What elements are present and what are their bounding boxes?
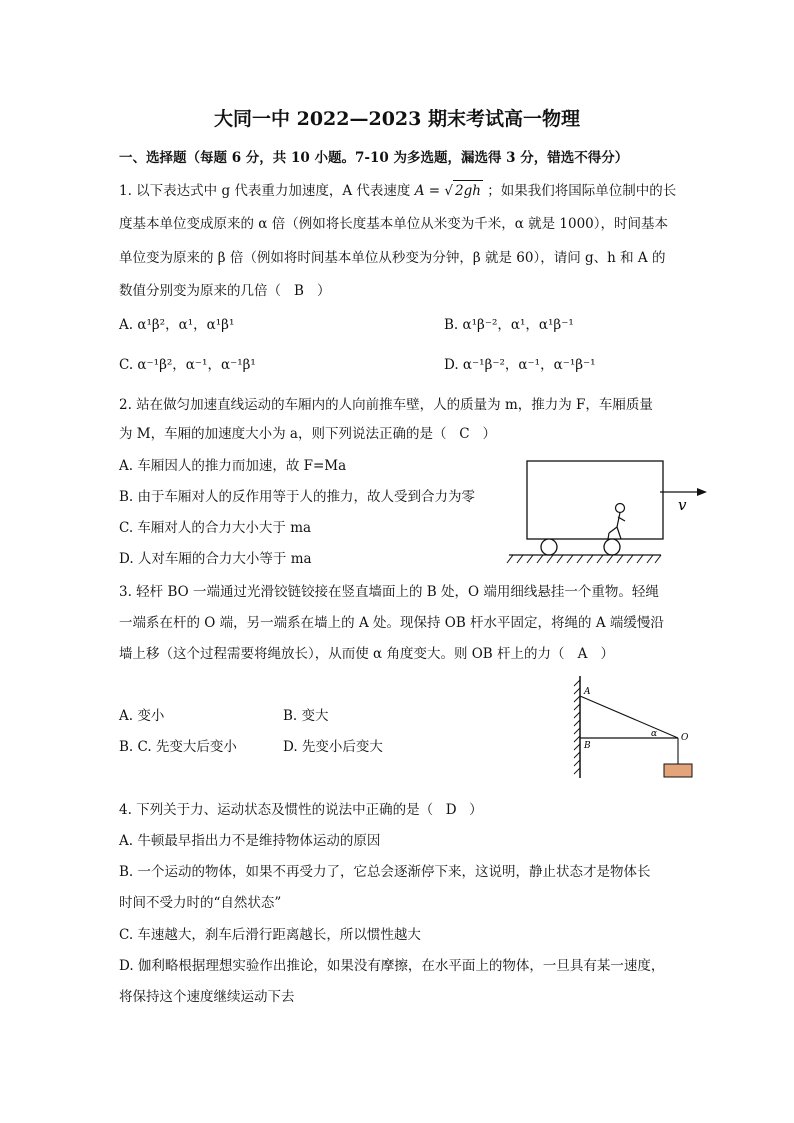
q3-option-c[interactable]: B. C. 先变大后变小 bbox=[119, 739, 237, 755]
page-title: 大同一中 2022—2023 期末考试高一物理 bbox=[214, 108, 580, 130]
q1-answer: B bbox=[294, 283, 304, 299]
q1-line-4: 数值分别变为原来的几倍（ B ） bbox=[119, 283, 331, 299]
label-b: B bbox=[584, 741, 591, 751]
q2-line-2: 为 M，车厢的加速度大小为 a，则下列说法正确的是（ C ） bbox=[119, 426, 496, 442]
q1-option-b[interactable]: B. α¹β⁻²，α¹，α¹β⁻¹ bbox=[444, 317, 574, 333]
q1-option-d[interactable]: D. α⁻¹β⁻²，α⁻¹，α⁻¹β⁻¹ bbox=[444, 357, 596, 373]
q4-option-c[interactable]: C. 车速越大，刹车后滑行距离越长，所以惯性越大 bbox=[119, 927, 421, 943]
cart-wheel-right bbox=[604, 539, 620, 555]
q3-line-3: 墙上移（这个过程需要将绳放长），从而使 α 角度变大。则 OB 杆上的力（ A ） bbox=[119, 646, 615, 662]
label-alpha: α bbox=[651, 729, 658, 739]
q1-option-c[interactable]: C. α⁻¹β²，α⁻¹，α⁻¹β¹ bbox=[119, 357, 256, 373]
rope-ao bbox=[580, 696, 678, 738]
q4-option-a[interactable]: A. 牛顿最早指出力不是维持物体运动的原因 bbox=[119, 833, 381, 849]
q2-option-d[interactable]: D. 人对车厢的合力大小等于 ma bbox=[119, 551, 312, 567]
q4-option-d-line-1[interactable]: D. 伽利略根据理想实验作出推论，如果没有摩擦，在水平面上的物体，一旦具有某一速度， bbox=[119, 958, 665, 974]
q1-line-3: 单位变为原来的 β 倍（例如将时间基本单位从秒变为分钟，β 就是 60），请问 g、h 和 A 的 bbox=[119, 250, 666, 266]
label-a: A bbox=[584, 687, 591, 697]
velocity-arrow-head bbox=[697, 488, 707, 496]
q4-stem: 4. 下列关于力、运动状态及惯性的说法中正确的是（ D ） bbox=[119, 802, 483, 818]
q3-rod-figure bbox=[566, 674, 702, 784]
q4-option-d-line-2[interactable]: 将保持这个速度继续运动下去 bbox=[119, 989, 295, 1005]
person-figure bbox=[608, 504, 625, 540]
velocity-label: v bbox=[678, 496, 687, 514]
q4-answer: D bbox=[445, 802, 457, 818]
q1-line-1: 1. 以下表达式中 g 代表重力加速度，A 代表速度 A = √ 2gh ；如果我们将国际单位制中的长 bbox=[119, 180, 676, 201]
q2-option-a[interactable]: A. 车厢因人的推力而加速，故 F=Ma bbox=[119, 458, 347, 474]
q3-option-b[interactable]: B. 变大 bbox=[283, 708, 329, 724]
section-header: 一、选择题（每题 6 分，共 10 小题。7-10 为多选题，漏选得 3 分，错选不得分） bbox=[119, 150, 629, 166]
q2-answer: C bbox=[459, 426, 470, 442]
q2-cart-figure bbox=[505, 455, 715, 570]
q1-option-a[interactable]: A. α¹β²，α¹，α¹β¹ bbox=[119, 317, 235, 333]
weight-block bbox=[664, 764, 692, 777]
q3-option-d[interactable]: D. 先变小后变大 bbox=[283, 739, 383, 755]
ground-hatching bbox=[507, 555, 661, 563]
q3-line-2: 一端系在杆的 O 端，另一端系在墙上的 A 处。现保持 OB 杆水平固定，将绳的 A 端缓慢沿 bbox=[119, 615, 664, 631]
q3-line-1: 3. 轻杆 BO 一端通过光滑铰链铰接在竖直墙面上的 B 处，O 端用细线悬挂一个重物。轻绳 bbox=[119, 584, 659, 600]
q4-option-b-line-1[interactable]: B. 一个运动的物体，如果不再受力了，它总会逐渐停下来，这说明，静止状态才是物体长 bbox=[119, 864, 651, 880]
q4-option-b-line-2[interactable]: 时间不受力时的“自然状态” bbox=[119, 895, 282, 911]
q3-option-a[interactable]: A. 变小 bbox=[119, 708, 165, 724]
q3-answer: A bbox=[577, 646, 588, 662]
wall-hatching bbox=[574, 680, 580, 774]
q2-line-1: 2. 站在做匀加速直线运动的车厢内的人向前推车壁，人的质量为 m，推力为 F，车厢质量 bbox=[119, 397, 653, 413]
q1-line-2: 度基本单位变成原来的 α 倍（例如将长度基本单位从米变为千米，α 就是 1000），时间基本 bbox=[119, 216, 669, 232]
cart-wheel-left bbox=[541, 539, 557, 555]
q1-formula: A = √ 2gh bbox=[415, 183, 488, 199]
cart-body bbox=[527, 461, 663, 539]
q2-option-b[interactable]: B. 由于车厢对人的反作用等于人的推力，故人受到合力为零 bbox=[119, 489, 476, 505]
q2-option-c[interactable]: C. 车厢对人的合力大小大于 ma bbox=[119, 520, 312, 536]
label-o: O bbox=[681, 733, 689, 743]
